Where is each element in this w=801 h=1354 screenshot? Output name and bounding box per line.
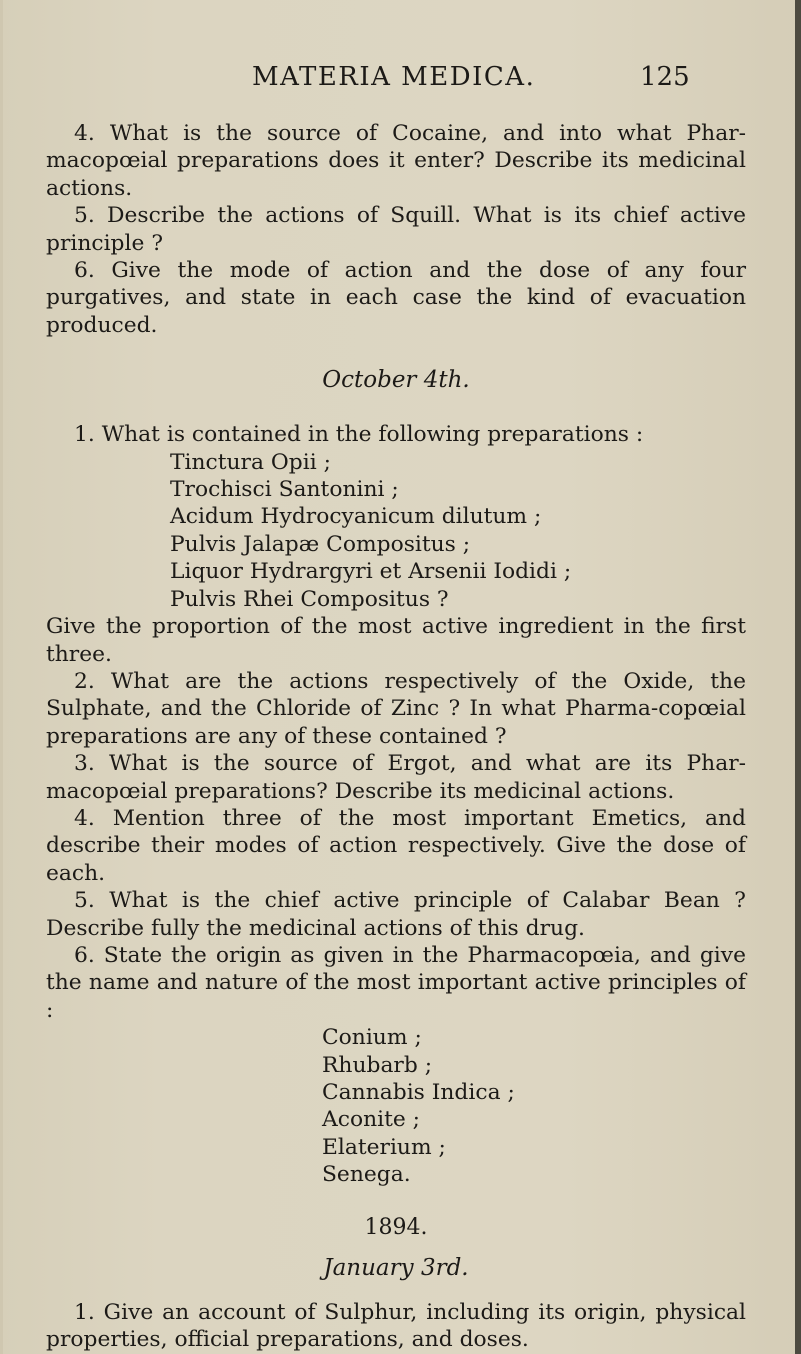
list-item: Liquor Hydrargyri et Arsenii Iodidi ; bbox=[170, 559, 572, 585]
list-item: Pulvis Rhei Compositus ? bbox=[170, 586, 449, 612]
list-item: Rhubarb ; bbox=[322, 1052, 433, 1078]
list-item: Elaterium ; bbox=[322, 1134, 446, 1160]
preparations-list bbox=[46, 449, 746, 613]
list-item: Acidum Hydrocyanicum dilutum ; bbox=[170, 504, 542, 530]
question-paragraph: 5. What is the chief active principle of Calabar Bean ? Describe fully the medicinal actions of this drug. bbox=[46, 888, 746, 941]
list-item: Senega. bbox=[322, 1162, 411, 1188]
page-number: 125 bbox=[640, 62, 690, 92]
exam-date-heading: October 4th. bbox=[322, 367, 470, 394]
question-paragraph: 4. Mention three of the most important Emetics, and describe their modes of action respectively. Give the dose of each. bbox=[46, 805, 746, 886]
question-paragraph: 1. Give an account of Sulphur, including its origin, physical properties, official preparations, and doses. bbox=[46, 1299, 746, 1353]
question-paragraph: 4. What is the source of Cocaine, and into what Phar-macopœial preparations does it enter? Describe its medicinal actions. bbox=[46, 121, 746, 201]
exam-date-heading: January 3rd. bbox=[323, 1254, 469, 1281]
question-paragraph: 2. What are the actions respectively of the Oxide, the Sulphate, and the Chloride of Zinc ? In what Pharma-copœial preparations are any of these contained ? bbox=[46, 668, 746, 749]
list-item: Trochisci Santonini ; bbox=[170, 477, 399, 503]
question-paragraph: 1. What is contained in the following preparations : bbox=[74, 422, 644, 448]
list-item: Aconite ; bbox=[322, 1107, 421, 1133]
page-left-edge bbox=[0, 0, 3, 1354]
question-paragraph: 5. Describe the actions of Squill. What is its chief active principle ? bbox=[46, 203, 746, 256]
question-paragraph: 6. State the origin as given in the Pharmacopœia, and give the name and nature of the most important active principles of : bbox=[46, 942, 746, 1023]
page-header bbox=[0, 62, 801, 102]
page-body bbox=[46, 120, 746, 1353]
question-paragraph: 6. Give the mode of action and the dose of any four purgatives, and state in each case the kind of evacuation produced. bbox=[46, 258, 746, 338]
list-item: Conium ; bbox=[322, 1025, 422, 1051]
question-paragraph: 3. What is the source of Ergot, and what are its Phar-macopœial preparations? Describe its medicinal actions. bbox=[46, 751, 746, 804]
list-item: Tinctura Opii ; bbox=[170, 449, 331, 475]
year-heading: 1894. bbox=[364, 1214, 428, 1240]
list-item: Pulvis Jalapæ Compositus ; bbox=[170, 531, 471, 557]
question-continuation: Give the proportion of the most active ingredient in the first three. bbox=[46, 614, 746, 667]
page-right-edge bbox=[795, 0, 801, 1354]
drugs-list bbox=[46, 1024, 746, 1188]
list-item: Cannabis Indica ; bbox=[322, 1080, 515, 1105]
running-title: MATERIA MEDICA. bbox=[252, 62, 536, 92]
